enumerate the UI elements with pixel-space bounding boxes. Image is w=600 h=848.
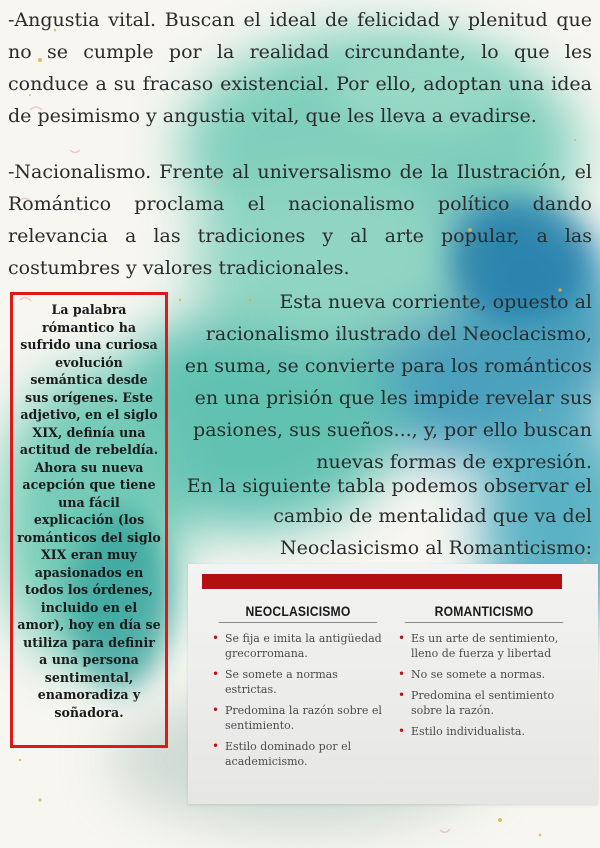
right-text-line: cambio de mentalidad que va del xyxy=(273,505,592,527)
romanticismo-item: • Estilo individualista. xyxy=(396,724,572,739)
right-text-line: en una prisión que les impide revelar sus xyxy=(194,387,592,409)
neoclasicismo-item: • Se fija e imita la antigüedad grecorromana. xyxy=(210,631,386,661)
romanticismo-column xyxy=(396,604,572,745)
right-text-line: en suma, se convierte para los románticos xyxy=(184,355,592,377)
right-text-line: racionalismo ilustrado del Neoclacismo, xyxy=(205,323,592,345)
right-text-line: nuevas formas de expresión. xyxy=(316,451,592,473)
romanticismo-item: • Es un arte de sentimiento, lleno de fuerza y libertad xyxy=(396,631,572,661)
paragraph-angustia-vital: -Angustia vital. Buscan el ideal de felicidad y plenitud que no se cumple por la realidad circundante, lo que les conduce a su fracaso existencial. Por ello, adoptan una idea de pesimismo y angustia vital, que les lleva a evadirse. xyxy=(8,9,592,127)
table-header-bar xyxy=(202,574,562,589)
right-text-line: Esta nueva corriente, opuesto al xyxy=(279,291,592,313)
right-text-line: pasiones, sus sueños..., y, por ello buscan xyxy=(193,419,592,441)
neoclasicismo-item: • Predomina la razón sobre el sentimiento. xyxy=(210,703,386,733)
romantico-note-text: La palabra rómantico ha sufrido una curiosa evolución semántica desde sus orígenes. Este adjetivo, en el siglo XIX, definía una actitud de rebeldía. Ahora su nueva acepción que tiene una fácil explicación (los románticos del siglo XIX eran muy apasionados en todos los órdenes, incluido en el amor), hoy en día se utiliza para definir a una persona sentimental, enamoradiza y soñadora. xyxy=(17,302,161,720)
paragraph-nacionalismo: -Nacionalismo. Frente al universalismo de la Ilustración, el Romántico proclama el nacionalismo político dando relevancia a las tradiciones y al arte popular, a las costumbres y valores tradicionales. xyxy=(8,161,592,279)
romanticismo-item: • No se somete a normas. xyxy=(396,667,572,682)
comparison-table xyxy=(188,564,598,804)
right-text-line: Neoclasicismo al Romanticismo: xyxy=(280,537,592,559)
neoclasicismo-list xyxy=(210,631,386,769)
romanticismo-heading: ROMANTICISMO xyxy=(405,604,563,623)
neoclasicismo-heading: NEOCLASICISMO xyxy=(219,604,377,623)
romanticismo-item: • Predomina el sentimiento sobre la razón. xyxy=(396,688,572,718)
romantico-note-box xyxy=(10,292,168,748)
neoclasicismo-item: • Se somete a normas estrictas. xyxy=(210,667,386,697)
right-text-line: En la siguiente tabla podemos observar el xyxy=(186,475,592,497)
neoclasicismo-column xyxy=(210,604,386,775)
neoclasicismo-item: • Estilo dominado por el academicismo. xyxy=(210,739,386,769)
romanticismo-list xyxy=(396,631,572,739)
